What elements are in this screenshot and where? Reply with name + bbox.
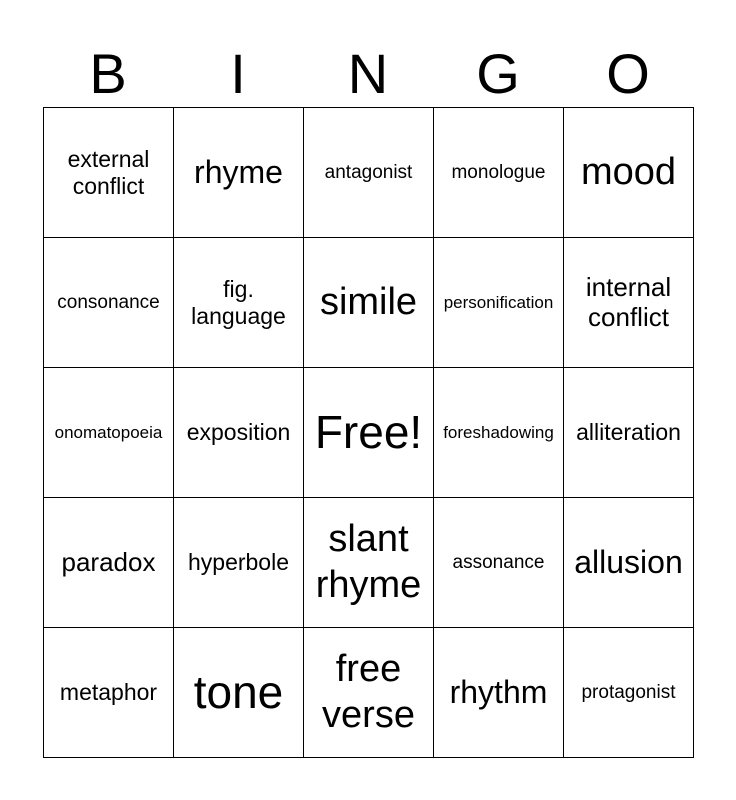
- bingo-cell[interactable]: [564, 238, 694, 368]
- bingo-cell[interactable]: [434, 238, 564, 368]
- cell-label: personification: [443, 292, 554, 312]
- bingo-cell[interactable]: [564, 108, 694, 238]
- bingo-cell[interactable]: [44, 498, 174, 628]
- header-letter-g: G: [476, 42, 520, 105]
- bingo-cell[interactable]: [174, 108, 304, 238]
- header-letter-o: O: [606, 42, 650, 105]
- bingo-cell[interactable]: [434, 368, 564, 498]
- cell-label: fig. language: [191, 276, 286, 329]
- bingo-cell[interactable]: [304, 498, 434, 628]
- cell-label: rhyme: [194, 154, 283, 191]
- cell-label: metaphor: [59, 679, 158, 706]
- cell-label: free verse: [322, 647, 415, 736]
- bingo-cell[interactable]: [174, 368, 304, 498]
- header-letter-i: I: [230, 42, 246, 105]
- cell-label: antagonist: [324, 161, 413, 183]
- cell-label: tone: [193, 666, 284, 719]
- cell-label: mood: [580, 150, 677, 193]
- cell-label: foreshadowing: [443, 422, 554, 442]
- bingo-cell[interactable]: [44, 368, 174, 498]
- cell-label: rhythm: [449, 674, 548, 711]
- bingo-cell[interactable]: [564, 498, 694, 628]
- cell-label: paradox: [61, 546, 156, 577]
- bingo-cell[interactable]: [564, 368, 694, 498]
- cell-label: exposition: [186, 419, 291, 446]
- cell-label: monologue: [451, 161, 546, 183]
- cell-label: slant rhyme: [315, 517, 422, 606]
- cell-label: allusion: [574, 544, 683, 581]
- bingo-cell[interactable]: [434, 498, 564, 628]
- bingo-cell[interactable]: [564, 628, 694, 758]
- free-space-label: Free!: [314, 406, 423, 459]
- bingo-cell[interactable]: [434, 108, 564, 238]
- cell-label: external conflict: [67, 146, 150, 199]
- bingo-cell[interactable]: [174, 628, 304, 758]
- bingo-cell[interactable]: [304, 628, 434, 758]
- cell-label: assonance: [452, 551, 545, 573]
- bingo-cell[interactable]: [304, 238, 434, 368]
- bingo-board: [43, 107, 694, 758]
- header-letter-b: B: [89, 42, 127, 105]
- bingo-cell[interactable]: [44, 108, 174, 238]
- cell-label: alliteration: [576, 419, 681, 446]
- cell-label: protagonist: [581, 681, 676, 703]
- cell-label: consonance: [57, 291, 160, 313]
- bingo-cell[interactable]: [304, 368, 434, 498]
- bingo-cell[interactable]: [44, 238, 174, 368]
- cell-label: hyperbole: [187, 549, 290, 576]
- bingo-header: [43, 40, 693, 108]
- cell-label: onomatopoeia: [54, 422, 163, 442]
- header-letter-n: N: [347, 42, 389, 105]
- bingo-cell[interactable]: [434, 628, 564, 758]
- bingo-cell[interactable]: [304, 108, 434, 238]
- cell-label: internal conflict: [585, 271, 672, 332]
- bingo-cell[interactable]: [174, 498, 304, 628]
- bingo-cell[interactable]: [44, 628, 174, 758]
- bingo-cell[interactable]: [174, 238, 304, 368]
- cell-label: simile: [319, 280, 418, 323]
